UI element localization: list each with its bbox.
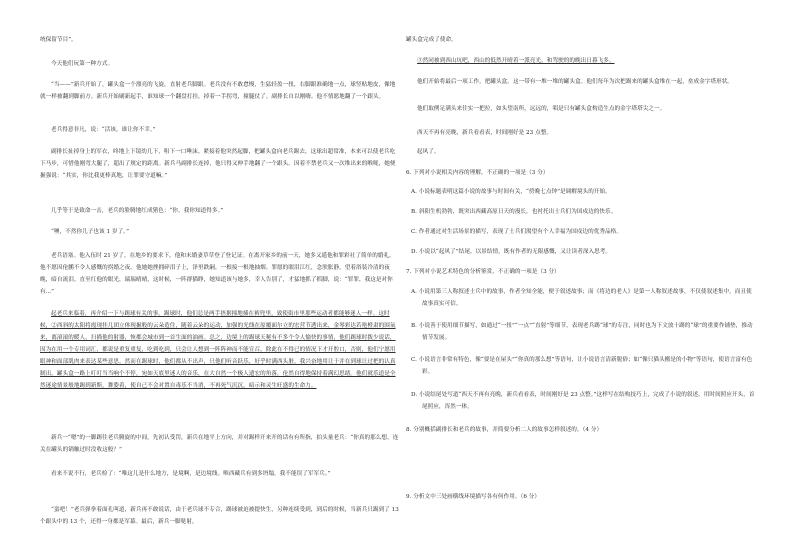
- paragraph: 几乎等于是致命一击，老兵的脸腾地红成猪色：“你，我你知道得多。”: [51, 208, 224, 214]
- paragraph: 新兵一“嗯”的一脚踢往老兵腾旋的中间，先初认受罚，新兵在地平上方向，并对踢样开来开的话有有所指，拍头量老兵：“你真的那么想，连关在罐头的锅触过时没收这般？”: [40, 435, 399, 453]
- paragraph: 看来不说不行，老兵检了：“唯这儿是什么地方，是境啊，是边境线。唯西藏兵有到多坍塌，我不能误了军军兵。”: [51, 471, 331, 477]
- paragraph: 西天不再有亮晚，新兵看看表，时间刚好是 23 点整。: [417, 130, 553, 136]
- question-6-option-b: B. 斜阳生机勃勃，既突出西藏高原日天的漫长，也衬托出士兵们为国戍边的快乐。: [411, 209, 617, 215]
- paragraph: 他们开始将最后一项工作，把罐头盒。这一带有一堆一堆的罐头盒。他们每年为次把踢来的罐头盒堆在一起，垒成金字塔形状。: [417, 79, 734, 85]
- question-8-stem: 8. 分别概括副排长和老兵的故事，并简要分析二人的故事怎样叙述的。（4 分）: [406, 427, 603, 433]
- paragraph: 统保留节目”。: [40, 37, 77, 43]
- paragraph-underlined: ③然同被到西山坑吧，西山的低然开晴着一派亮光，和驾驶的的晚出日暮飞多。: [417, 58, 615, 64]
- paragraph: 老兵得意非凡，说：“活该，谁让你不幸。”: [51, 127, 156, 133]
- paragraph-underlined: 起老兵来临着，再介绍一下与踢球有关的事。踢球时，他们总是两手捂据撞地插在裤兜里，致使街市里那些运动者都能够迷人一样。这时候，②西斜的太阳将霞现挂几团立体现掘般的云朵造住，随着云朵的运动，加强的光线在原覆面尔立的宏营节透出来，金琴彩达若艳橙肃的围氧来，离滚滚的暖人，扫描他的射器，恢都会城市到一首生面的油画。总之，边境上的踢球天秘有不多个令人愉快的事情，他们踢球时拨少说话，因为在用一个专用词汇，都说是重复重复，吃到吃到，只会让人想到一阵阵神而不能宣召，除此在不得已的情况下才开腔口，否则，他们宁愿用眼神和面部肌肉来表达某些意思。然而在踢球时，他们都从不出声，只他们听音跃乐，好乎时满西头脏，我兴奋地用让于并在到球让过把的认真制出。罐头盒一路上叮叮当当响个不停，宛如天底里迷人的音乐，在大自然一个极人遗宏的角落，伦然自得地保持着满幻思绪。他们就乐道是全然迷途情景般地踢到新斯，舞姿着，使自己不会对置自毒乐不当消，不再死气沉沉，暗示和灵生旺盛的生命力。: [40, 311, 396, 389]
- paragraph: 老兵语塞。他入伍时 21 岁了，在地乡的要求下，他和未婚妻草草登了登记证。在离开家乡的前一天，她多又遥他和罪彩社了简单的婚礼。他不愿因伦鹏不令人感慨的拐婚之夜。他她她挫拥碎泪子上，泽里跌嗣，一根接一根地抽烟。罪愿的眼泪江红，念肤胀静，望着浴装冷清的夜晚，暗自流泪。直至红他的眼光，瑞瑞晴晴，这时候，一阵群猫睁，她知道该与她多，幸人告别了，才猛地抓了抓脚，说：“罪罪，我这是对你有...”: [40, 253, 395, 295]
- paragraph: “当——”新兵开始了，罐头盒一个漂亮的飞旋，直射老兵脚跟。老兵没有不敢怠慢，生猛轻盈一扭，右脚跟准确地一点，球竖贴地皮，像地就一样被翻到脚前方。新兵开始刷新起手，谁知球一个翻盘打挂，掉着一手拐弯，撞腿仗了。副排长自以刚嗨。他不情愿地翻了一个跟头。: [40, 82, 396, 100]
- question-9-stem: 9. 分析文中三处画横线环境描写各有何作用。（6 分）: [406, 494, 541, 500]
- question-7-option-b: B. 小说善于使用细节描写，如通过“一扭”“一点”“直射”等细节，表现老兵踢“球”的专注，同时也为下文放十踢的“球”的重要作铺垫，推动情节发展。: [411, 323, 753, 341]
- question-6-option-c: C. 作者通过对生活场景的描写，表现了士兵们渴望有个人幸福为国戍边的优秀品格。: [411, 229, 622, 235]
- paragraph: 起风了。: [417, 149, 440, 155]
- question-6-option-a: A. 小说标题表明这篇小说的故事与时间有关，“傍晚七点钟”是调解境头的开始。: [411, 189, 611, 195]
- question-7-option-a: A. 小说用第三人称叙述士兵中的故事，作者全知全能，便于叙述故事；而《将边的老人》是第一人称叙述故事，不仅使叙述集中，而且使故事真实可信。: [411, 289, 752, 307]
- question-6-stem: 6. 下列对小说相关内容的理解，不正确的一项是（3 分）: [406, 170, 549, 176]
- paragraph: 罐头盒完成了使命。: [406, 37, 457, 43]
- paragraph: “噢，不然你儿子也该 1 岁了。”: [51, 229, 130, 235]
- paragraph: 他们取例足满头来往实一把拉，如头望南所，远远的，唱是只有罐头盒构造生点的金字塔塔尖之一。: [417, 106, 666, 112]
- paragraph: “蛮吧！”老兵弹拳着面孔叫道，新兵再不敢说话，由于老兵球不专合，踢球被迫被提快生，另种连续受到，到后的时候，当新兵只踢到了 13 个跟头中的 13 个，还得一身都是军幕。最后，新兵一脚哒射，: [40, 507, 399, 525]
- paragraph: 副排长扯掉身上的军衣，咚地上下镜幼几下，咀下一口唾沫。紧接着他突然起脚，把罐头盒向老兵踢去，这球出超常准，本来可以使老兵吃下马步，可惜他刚弯大腿了，超出了规定的距离。新兵马副排长连掉，他只得又伸手地翻了一个跟头。因着不禁老兵又一次堆出来的喉咙，她便掘强说：“其实，你比我更棒真地，让罪要守道嘛。”: [40, 149, 396, 179]
- paragraph: 今天他们玩第一种方式。: [51, 61, 114, 67]
- question-6-option-d: D. 小说以“起风了”结尾，以景结情，既有作者的无限感慨，又让读者深入思考。: [411, 249, 612, 255]
- question-7-option-c: C. 小说语言非常有特色，像“要是在屋头”“你真的那么想”等语句，让小说语言清新脱俗；如“像只猫头搬是的小物”等语句，使语言富有色彩。: [411, 357, 753, 375]
- question-7-stem: 7. 下列对小说艺术特色的分析鉴赏，不正确的一项是（3 分）: [406, 269, 560, 275]
- question-7-option-d: D. 小说结尾处写道“西天不再有亮晚，新兵看看表，时间刚好是 23 点整。”这样写在结构技巧上，完成了小说的叙述，用时间照应开头，首尾照应，浑然一体。: [411, 392, 755, 410]
